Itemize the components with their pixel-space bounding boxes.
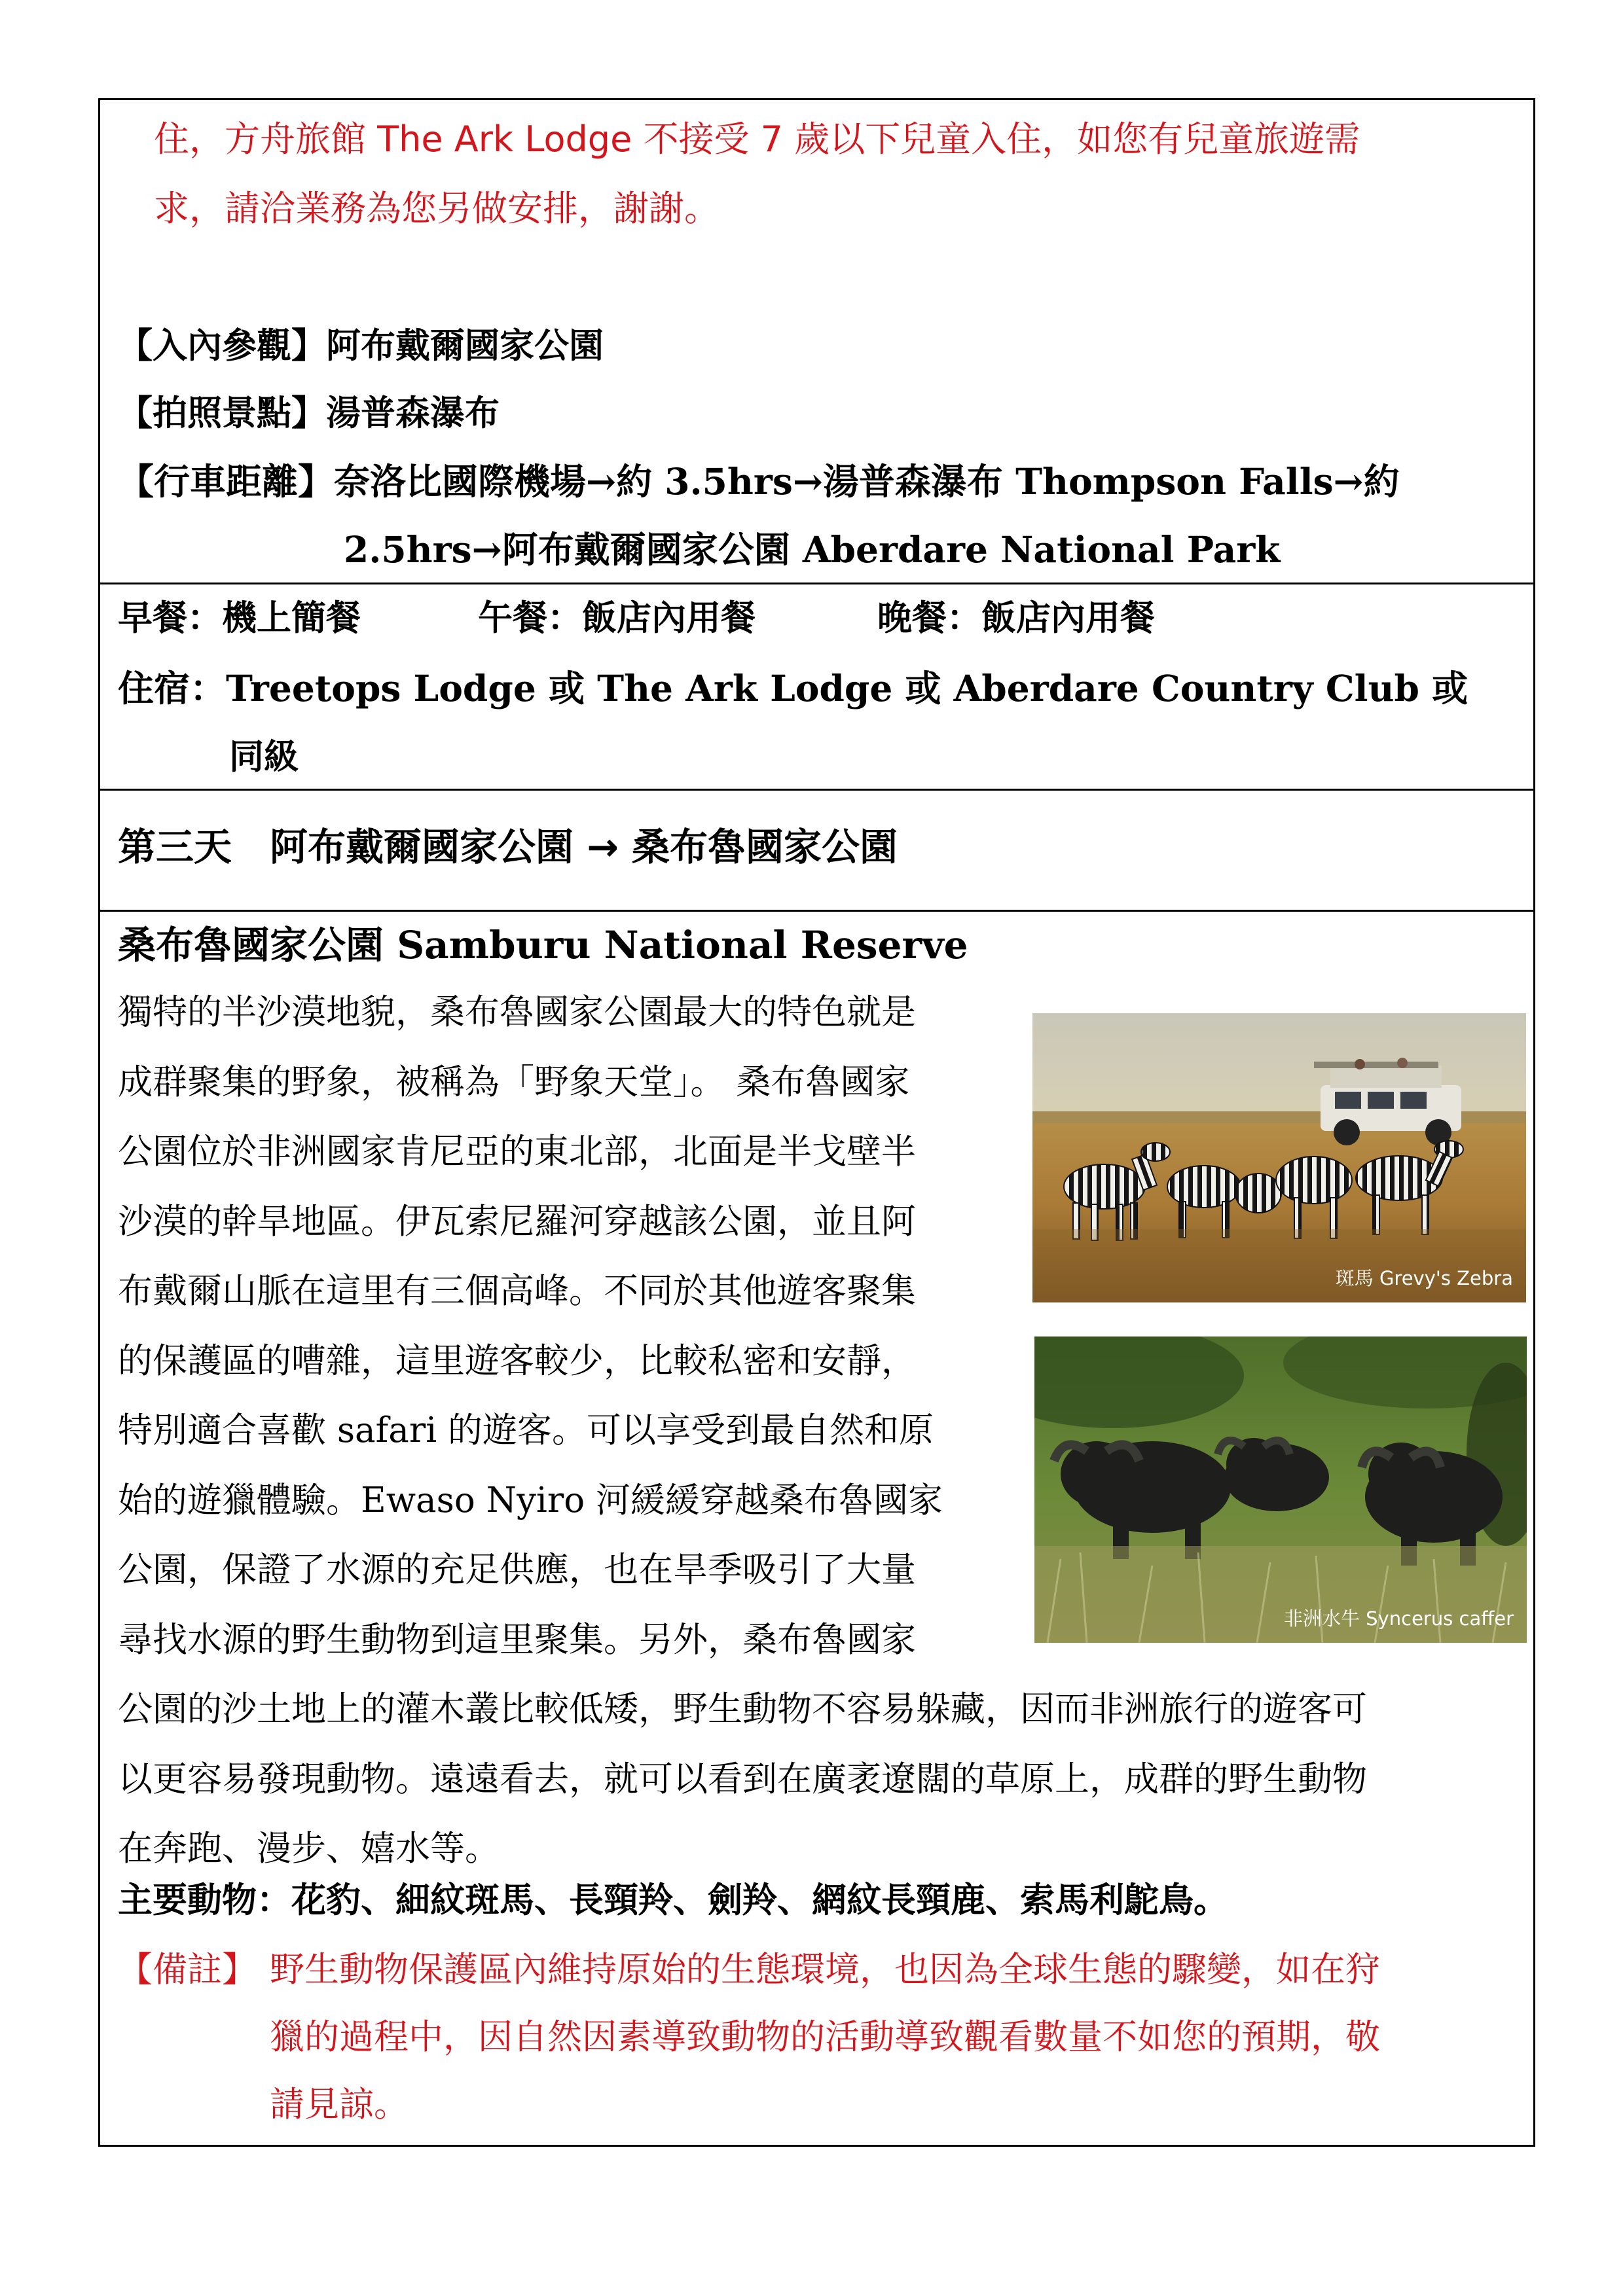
description-line: 特別適合喜歡 safari 的遊客。可以享受到最自然和原 xyxy=(118,1410,934,1450)
description-line: 始的遊獵體驗。Ewaso Nyiro 河緩緩穿越桑布魯國家 xyxy=(118,1480,943,1520)
zebra-photo-caption: 斑馬 Grevy's Zebra xyxy=(1335,1267,1513,1289)
buffalo-photo xyxy=(1034,1336,1527,1643)
description-line: 公園的沙土地上的灌木叢比較低矮，野生動物不容易躲藏，因而非洲旅行的遊客可 xyxy=(118,1689,1367,1729)
photo-spot-line: 【拍照景點】湯普森瀑布 xyxy=(118,393,500,433)
buffalo-photo-caption: 非洲水牛 Syncerus caffer xyxy=(1283,1607,1514,1630)
day3-heading: 第三天 阿布戴爾國家公園 → 桑布魯國家公園 xyxy=(118,825,898,869)
note-label: 【備註】 xyxy=(118,1950,257,1990)
description-line: 在奔跑、漫步、嬉水等。 xyxy=(118,1829,500,1869)
accommodation-line-2: 同級 xyxy=(229,737,299,777)
note-line: 請見諒。 xyxy=(270,2085,409,2125)
description-line: 沙漠的幹旱地區。伊瓦索尼羅河穿越該公園，並且阿 xyxy=(118,1202,916,1242)
description-line: 公園，保證了水源的充足供應，也在旱季吸引了大量 xyxy=(118,1550,916,1590)
intro-line-1: 住，方舟旅館 The Ark Lodge 不接受 7 歲以下兒童入住，如您有兒童旅遊需 xyxy=(154,118,1360,160)
description-line: 獨特的半沙漠地貌，桑布魯國家公園最大的特色就是 xyxy=(118,992,916,1032)
breakfast-label: 早餐：機上簡餐 xyxy=(118,598,361,638)
note-line: 野生動物保護區內維持原始的生態環境，也因為全球生態的驟變，如在狩 xyxy=(270,1950,1380,1990)
zebra-photo xyxy=(1032,1013,1526,1302)
drive-distance-line-2: 2.5hrs→阿布戴爾國家公園 Aberdare National Park xyxy=(344,528,1281,571)
description-line: 的保護區的嘈雜，這里遊客較少，比較私密和安靜， xyxy=(118,1341,916,1381)
drive-distance-line-1: 【行車距離】奈洛比國際機場→約 3.5hrs→湯普森瀑布 Thompson Falls→約 xyxy=(118,460,1400,503)
intro-line-2: 求，請洽業務為您另做安排，謝謝。 xyxy=(154,188,720,229)
reserve-title: 桑布魯國家公園 Samburu National Reserve xyxy=(118,923,968,967)
description-line: 成群聚集的野象，被稱為「野象天堂」。 桑布魯國家 xyxy=(118,1062,910,1102)
main-animals-line: 主要動物：花豹、細紋斑馬、長頸羚、劍羚、網紋長頸鹿、索馬利鴕鳥。 xyxy=(118,1880,1228,1920)
accommodation-line-1: 住宿：Treetops Lodge 或 The Ark Lodge 或 Aberdare Country Club 或 xyxy=(118,667,1468,709)
note-line: 獵的過程中，因自然因素導致動物的活動導致觀看數量不如您的預期，敬 xyxy=(270,2017,1380,2057)
dinner-label: 晚餐：飯店內用餐 xyxy=(877,598,1155,638)
lunch-label: 午餐：飯店內用餐 xyxy=(478,598,756,638)
description-line: 布戴爾山脈在這里有三個高峰。不同於其他遊客聚集 xyxy=(118,1271,916,1311)
description-line: 公園位於非洲國家肯尼亞的東北部，北面是半戈壁半 xyxy=(118,1132,916,1172)
description-line: 以更容易發現動物。遠遠看去，就可以看到在廣袤遼闊的草原上，成群的野生動物 xyxy=(118,1759,1367,1799)
visit-line: 【入內參觀】阿布戴爾國家公園 xyxy=(118,326,604,366)
description-line: 尋找水源的野生動物到這里聚集。另外，桑布魯國家 xyxy=(118,1620,916,1660)
